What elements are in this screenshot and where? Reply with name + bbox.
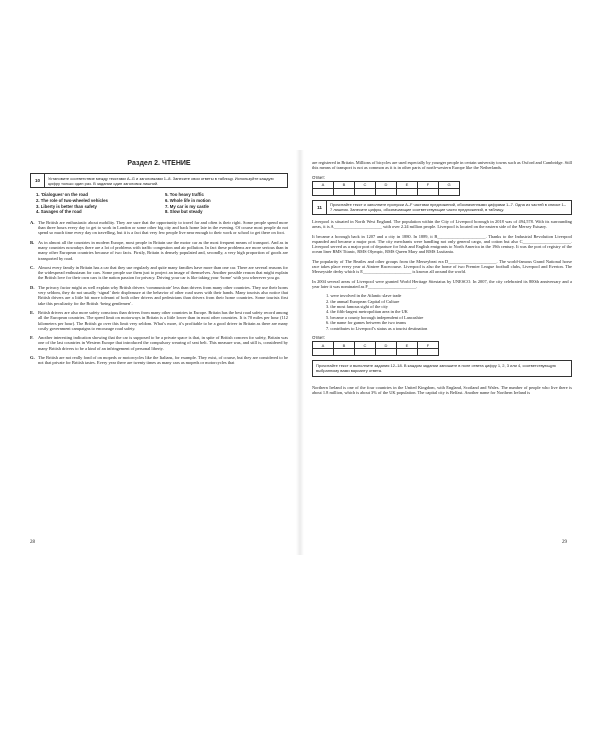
task-number: 11 [312, 200, 327, 215]
answer-letter-cell: F [418, 342, 439, 349]
paragraph-b [30, 240, 288, 261]
answer-letter-cell: D [376, 181, 397, 188]
option-item: 4. the fifth-largest metropolitan area in the UK [326, 309, 408, 315]
paragraph-text: Another interesting indication showing that the car is supposed to be a private space is that, in spite of British concern for safety, Britain was one of the last countries in Western Europe that introduced the compulsory wearing of seat belt. This measure was, and still is, considered by many British drivers to be a kind of an infringement of personal liberty. [38, 335, 288, 351]
answer-input-row [313, 188, 460, 195]
paragraph-d [30, 285, 288, 306]
task-number: 10 [30, 173, 45, 188]
paragraph-text: The British are enthusiastic about mobility. They are sure that the opportunity to travel far and often is their right. Some people spend more than three hours every day to get to work in London or some other big city and back home late in the evening. Of course most people do not spend so much time every day on travelling, but it is a fact that very few people live near enough to their work or school to get there on foot. [38, 219, 288, 236]
section-title: Раздел 2. ЧТЕНИЕ [127, 160, 191, 167]
paragraph-a [30, 220, 288, 236]
answer-letters-row [313, 181, 460, 188]
answer-table-11 [312, 341, 439, 356]
liverpool-paragraph: It became a borough back in 1207 and a city in 1880. In 1889, it B______________________. Thanks to the Industrial Revolution Liverpool expanded and became a major port. The city merchants were handling not only general cargo, and cotton but also C______________________. Liverpool served as a major port of departure for Irish and English emigrants to North America in the 19th century. It was the port of registry of the ocean liner RMS Titanic, RMS Olympic, RMS Queen Mary and RMS Lusitania. [312, 233, 572, 255]
page-number-left: 28 [30, 540, 35, 545]
answer-cell[interactable] [418, 349, 439, 356]
left-page [30, 160, 288, 370]
task-10-header [30, 173, 288, 188]
paragraph-text: Almost every family in Britain has a car that they use regularly and quite many families have more than one car. There are several reasons for the widespread enthusiasm for cars. Some people use them just to project an image of themselves. Another possible reason that might explain the British love for their own cars is the nation passion for privacy. Driving your car is like taking your ‘home’ with you wherever you go. [38, 264, 288, 281]
heading-item: 5. Too heavy traffic [165, 192, 204, 198]
answer-letter-cell: F [418, 181, 439, 188]
answer-letter-cell: G [439, 181, 460, 188]
liverpool-paragraph: In 2004 several areas of Liverpool were granted World Heritage Sitestatus by UNESCO. In 2007, the city celebrated its 800th anniversary and a year later it was nominated as F______________________. [312, 278, 572, 289]
answer-cell[interactable] [313, 188, 334, 195]
paragraph-e [30, 310, 288, 331]
answer-letter-cell: B [334, 342, 355, 349]
paragraph-letter: D. [30, 284, 35, 290]
answer-letter-cell: A [313, 342, 334, 349]
option-item: 6. the name for games between the two teams [326, 320, 407, 326]
answer-cell[interactable] [313, 349, 334, 356]
answer-letter-cell: D [376, 342, 397, 349]
paragraph-text: British drivers are also more safety conscious than drivers from many other countries in Europe. Britain has the best road safety record among all the European countries. The speed limit on motorways in Britain is a little lower than in most other countries. It is 70 miles per hour (112 kilometers per hour). The British go over this limit very seldom. What’s more, it’s profitable to be a good driver in Britain as there are many costly government campaigns to encourage road safety. [38, 309, 288, 331]
paragraph-text: The British are not really fond of on mopeds or motorcycles like the Italians, for example. They exist, of course, but they are considered to be not that private for British tastes. Every year there are twenty times as many cars as mopeds or motorcycles that [38, 355, 288, 366]
answer-cell[interactable] [355, 349, 376, 356]
answer-cell[interactable] [334, 188, 355, 195]
task-instruction: Установите соответствие между текстами A–G и заголовками 1–8. Занесите свои ответы в таблицу. Используйте каждую цифру только один раз. В задании один заголовок лишний. [45, 173, 288, 188]
answer-cell[interactable] [355, 188, 376, 195]
option-item: 1. were involved in the Atlantic slave trade [326, 293, 402, 299]
instruction-note: Прочитайте текст и выполните задания 12–18. В каждом задании запишите в поле ответа цифру 1, 2, 3 или 4, соответствующую выбранному вами варианту ответа. [312, 360, 572, 376]
heading-item: 3. Liberty is better than safety [36, 203, 97, 209]
answer-input-row [313, 349, 439, 356]
answer-letter-cell: A [313, 181, 334, 188]
task-11-header [312, 200, 572, 215]
heading-item: 6. Whole life in motion [165, 198, 211, 203]
paragraph-letter: C. [30, 264, 35, 270]
answer-cell[interactable] [397, 349, 418, 356]
paragraph-letter: G. [30, 355, 35, 361]
answer-letters-row [313, 342, 439, 349]
paragraph-c [30, 265, 288, 281]
answer-cell[interactable] [334, 349, 355, 356]
continuation-text: are registered in Britain. Millions of bicycles are used especially by younger people in certain university towns such as Oxford and Cambridge. Still this means of transport is not as common as it is in other parts of north-western Europe like the Netherlands. [312, 160, 572, 171]
paragraph-letter: F. [30, 335, 34, 341]
paragraph-letter: B. [30, 239, 35, 245]
paragraph-text: As in almost all the countries in modern Europe, most people in Britain use the motor car as the most frequent means of transport. And as in many countries nowadays there are a lot of problems with traffic congestion and air pollution. In fact these problems are more serious than in many other European countries because of two facts. Firstly, Britain is densely populated and, secondly, a very high proportion of goods are transported by road. [38, 239, 288, 261]
paragraph-text: The privacy factor might as well explain why British drivers ‘communicate’ less than drivers from many other countries. They use their horns very seldom, they do not usually ‘signal’ their displeasure at the behavior of other road users with their hands. Many tourists also notice that British drivers are a little bit more tolerant of both other drivers and pedestrians than drivers from their home countries. Some tourists first take this peculiarity for the British ‘being gentlemen’. [38, 284, 288, 306]
paragraph-letter: A. [30, 219, 35, 225]
heading-item: 4. Savages of the road [36, 209, 82, 215]
paragraph-letter: E. [30, 309, 35, 315]
answer-cell[interactable] [376, 349, 397, 356]
answer-table-10 [312, 181, 460, 196]
heading-item: 2. The role of two-wheeled vehicles [36, 198, 108, 203]
answer-cell[interactable] [376, 188, 397, 195]
answer-letter-cell: C [355, 342, 376, 349]
paragraph-f [30, 335, 288, 351]
liverpool-paragraph: The popularity of The Beatles and other groups from the Merseybeat era D______________________. The world-famous Grand National horse race takes place every year at Aintree Racecourse. Liverpool is also the home of two Premier League football clubs, Liverpool and Everton. The Merseyside derby which is E______________________ is known all around the world. [312, 258, 572, 275]
heading-item: 8. Slow but steady [165, 209, 203, 215]
heading-item: 7. My car is my castle [165, 203, 209, 209]
answer-letter-cell: E [397, 181, 418, 188]
answer-cell[interactable] [397, 188, 418, 195]
answer-cell[interactable] [439, 188, 460, 195]
book-gutter [296, 150, 304, 555]
liverpool-paragraph: Liverpool is situated in North West England. The population within the City of Liverpool borough in 2018 was of 494,578. With its surrounding areas, it is A______________________ with over 2.24 million people. Liverpool is located on the eastern side of the Mersey Estuary. [312, 219, 572, 230]
option-item: 7. contributes to Liverpool’s status as a tourist destination [326, 325, 428, 331]
option-item: 2. the annual European Capital of Culture [326, 298, 400, 304]
option-item: 5. became a county borough independent of Lancashire [326, 314, 424, 320]
answer-letter-cell: B [334, 181, 355, 188]
options-list [326, 293, 572, 331]
answer-letter-cell: C [355, 181, 376, 188]
answer-letter-cell: E [397, 342, 418, 349]
answer-cell[interactable] [418, 188, 439, 195]
page-number-right: 29 [562, 540, 567, 545]
headings-list [30, 192, 288, 214]
northern-ireland-paragraph: Northern Ireland is one of the four countries in the United Kingdom, with England, Scotland and Wales. The number of people who live there is about 1.8 million, which is about 3% of the UK population. The capital city is Belfast. Another name for Northern Ireland is [312, 384, 572, 395]
paragraph-g [30, 355, 288, 366]
answer-label: Ответ: [312, 335, 326, 341]
answer-label: Ответ: [312, 174, 326, 180]
task-instruction: Прочитайте текст и заполните пропуски A–F частями предложений, обозначенными цифрами 1–7. Одна из частей в списке 1–7 лишняя. Занесите цифры, обозначающие соответствующие части предложений, в таблицу. [327, 200, 572, 215]
heading-item: 1. ‘Dialogues’ on the road [36, 192, 89, 198]
right-page [312, 160, 572, 399]
option-item: 3. the most famous sight of the city [326, 304, 388, 310]
